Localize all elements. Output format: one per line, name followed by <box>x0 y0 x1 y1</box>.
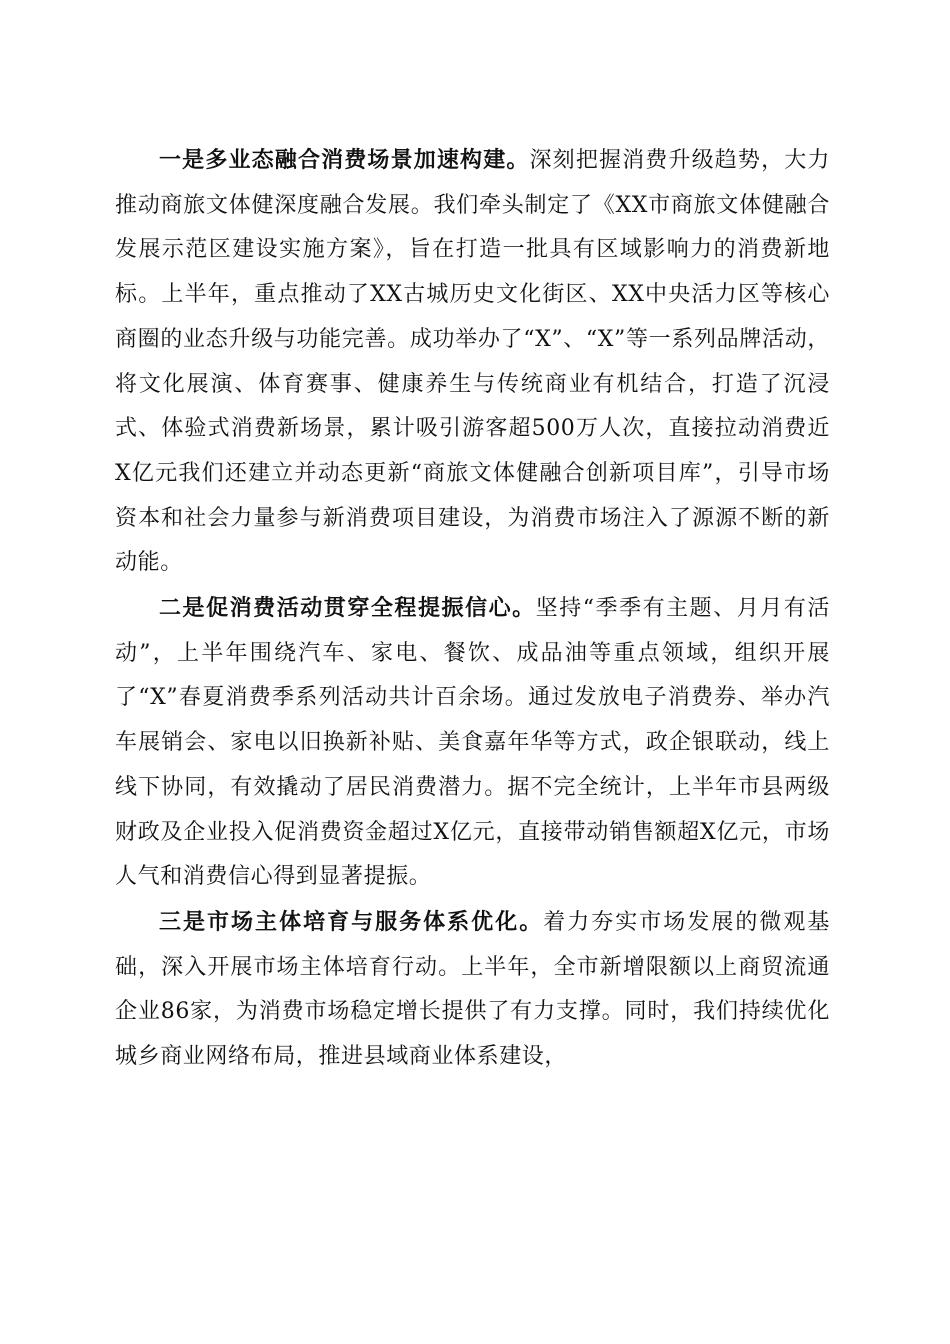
paragraph-lead: 一是多业态融合消费场景加速构建。 <box>159 147 530 173</box>
paragraph-market-entities <box>115 900 830 1080</box>
paragraph-lead: 二是促消费活动贯穿全程提振信心。 <box>159 595 536 622</box>
paragraph-consumption-scenes <box>115 138 830 586</box>
document-body <box>115 138 830 1080</box>
paragraph-text: 深刻把握消费升级趋势，大力推动商旅文体健深度融合发展。我们牵头制定了《XX市商旅文体健融合发展示范区建设实施方案》，旨在打造一批具有区域影响力的消费新地标。上半年，重点推动了XX古城历史文化街区、XX中央活力区等核心商圈的业态升级与功能完善。成功举办了“X”、“X”等一系列品牌活动，将文化展演、体育赛事、健康养生与传统商业有机结合，打造了沉浸式、体验式消费新场景，累计吸引游客超500万人次，直接拉动消费近X亿元我们还建立并动态更新“商旅文体健融合创新项目库”，引导市场资本和社会力量参与新消费项目建设，为消费市场注入了源源不断的新动能。 <box>115 148 830 576</box>
paragraph-lead: 三是市场主体培育与服务体系优化。 <box>159 908 544 935</box>
paragraph-text: 坚持“季季有主题、月月有活动”，上半年围绕汽车、家电、餐饮、成品油等重点领域，组织开展了“X”春夏消费季系列活动共计百余场。通过发放电子消费券、举办汽车展销会、家电以旧换新补贴、美食嘉年华等方式，政企银联动，线上线下协同，有效撬动了居民消费潜力。据不完全统计，上半年市县两级财政及企业投入促消费资金超过X亿元，直接带动销售额超X亿元，市场人气和消费信心得到显著提振。 <box>115 596 830 890</box>
paragraph-text: 着力夯实市场发展的微观基础，深入开展市场主体培育行动。上半年，全市新增限额以上商贸流通企业86家，为消费市场稳定增长提供了有力支撑。同时，我们持续优化城乡商业网络布局，推进县域商业体系建设， <box>115 909 830 1070</box>
paragraph-promotion-activities <box>115 586 830 900</box>
